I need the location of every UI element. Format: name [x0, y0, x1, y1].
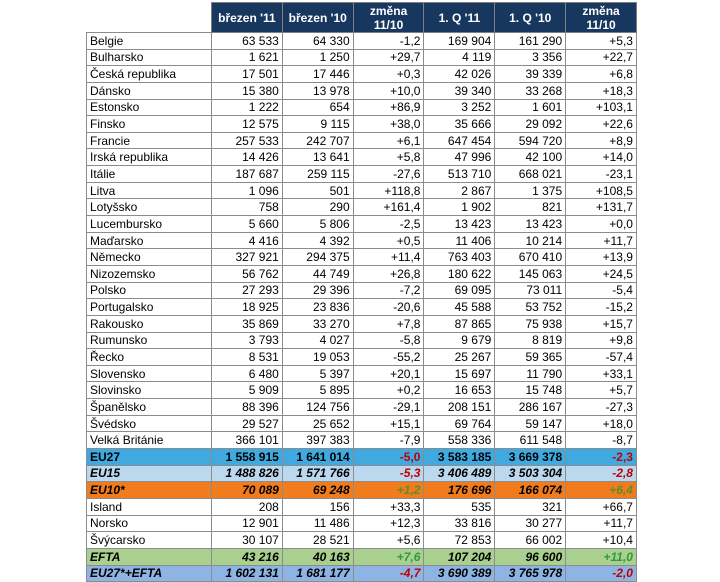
change-q1: +0,0	[566, 216, 637, 233]
value-march-2010: 1 571 766	[282, 465, 353, 482]
change-q1: +9,8	[566, 332, 637, 349]
summary-row-efta	[87, 548, 637, 565]
table-row	[87, 116, 637, 133]
value-q1-2011: 11 406	[424, 232, 495, 249]
table-row	[87, 382, 637, 399]
country-name: EU27*+EFTA	[87, 565, 212, 582]
change-march: +5,6	[353, 532, 424, 549]
value-q1-2011: 513 710	[424, 166, 495, 183]
change-march: +5,8	[353, 149, 424, 166]
value-q1-2011: 3 252	[424, 99, 495, 116]
change-march: +1,2	[353, 482, 424, 499]
value-march-2011: 1 096	[212, 182, 283, 199]
change-q1: -2,8	[566, 465, 637, 482]
change-q1: +103,1	[566, 99, 637, 116]
value-march-2011: 12 575	[212, 116, 283, 133]
change-march: -29,1	[353, 399, 424, 416]
value-march-2010: 5 895	[282, 382, 353, 399]
table-row	[87, 199, 637, 216]
change-q1: +11,0	[566, 548, 637, 565]
value-q1-2010: 3 503 304	[495, 465, 566, 482]
change-march: -7,9	[353, 432, 424, 449]
table-row	[87, 132, 637, 149]
country-name: Německo	[87, 249, 212, 266]
value-march-2011: 8 531	[212, 349, 283, 366]
table-row	[87, 315, 637, 332]
country-name: Rumunsko	[87, 332, 212, 349]
change-march: -5,8	[353, 332, 424, 349]
table-row	[87, 532, 637, 549]
value-march-2010: 64 330	[282, 33, 353, 50]
country-name: Island	[87, 498, 212, 515]
table-row	[87, 299, 637, 316]
value-march-2010: 69 248	[282, 482, 353, 499]
country-name: Estonsko	[87, 99, 212, 116]
value-q1-2011: 3 583 185	[424, 449, 495, 466]
value-q1-2010: 11 790	[495, 365, 566, 382]
change-march: +11,4	[353, 249, 424, 266]
change-q1: -2,3	[566, 449, 637, 466]
value-march-2011: 1 621	[212, 49, 283, 66]
country-name: Rakousko	[87, 315, 212, 332]
change-q1: -2,0	[566, 565, 637, 582]
country-name: Portugalsko	[87, 299, 212, 316]
value-march-2011: 758	[212, 199, 283, 216]
country-name: Irská republika	[87, 149, 212, 166]
country-name: Litva	[87, 182, 212, 199]
value-march-2010: 13 641	[282, 149, 353, 166]
value-q1-2011: 69 095	[424, 282, 495, 299]
header-change-march: změna 11/10	[353, 3, 424, 33]
value-march-2011: 35 869	[212, 315, 283, 332]
value-march-2010: 19 053	[282, 349, 353, 366]
value-march-2010: 156	[282, 498, 353, 515]
change-q1: +6,8	[566, 66, 637, 83]
value-q1-2011: 180 622	[424, 265, 495, 282]
change-march: +38,0	[353, 116, 424, 133]
value-march-2011: 56 762	[212, 265, 283, 282]
table-row	[87, 498, 637, 515]
change-q1: +5,3	[566, 33, 637, 50]
table-row	[87, 33, 637, 50]
value-march-2011: 43 216	[212, 548, 283, 565]
change-march: +7,6	[353, 548, 424, 565]
change-q1: +5,7	[566, 382, 637, 399]
value-march-2010: 397 383	[282, 432, 353, 449]
change-march: +15,1	[353, 415, 424, 432]
value-q1-2011: 16 653	[424, 382, 495, 399]
value-march-2010: 1 681 177	[282, 565, 353, 582]
value-march-2011: 88 396	[212, 399, 283, 416]
value-q1-2010: 321	[495, 498, 566, 515]
value-q1-2011: 25 267	[424, 349, 495, 366]
value-q1-2011: 3 406 489	[424, 465, 495, 482]
country-name: Finsko	[87, 116, 212, 133]
value-q1-2010: 145 063	[495, 265, 566, 282]
country-name: Norsko	[87, 515, 212, 532]
table-row	[87, 399, 637, 416]
value-q1-2010: 3 356	[495, 49, 566, 66]
value-q1-2010: 3 669 378	[495, 449, 566, 466]
value-q1-2010: 15 748	[495, 382, 566, 399]
value-q1-2011: 107 204	[424, 548, 495, 565]
value-q1-2011: 15 697	[424, 365, 495, 382]
country-name: Řecko	[87, 349, 212, 366]
value-q1-2010: 33 268	[495, 82, 566, 99]
value-march-2010: 242 707	[282, 132, 353, 149]
change-march: +26,8	[353, 265, 424, 282]
value-q1-2011: 535	[424, 498, 495, 515]
value-march-2011: 29 527	[212, 415, 283, 432]
table-row	[87, 216, 637, 233]
value-march-2010: 33 270	[282, 315, 353, 332]
value-q1-2010: 668 021	[495, 166, 566, 183]
change-march: +0,2	[353, 382, 424, 399]
country-name: Lucembursko	[87, 216, 212, 233]
change-march: +86,9	[353, 99, 424, 116]
value-q1-2011: 176 696	[424, 482, 495, 499]
table-row	[87, 282, 637, 299]
value-march-2010: 25 652	[282, 415, 353, 432]
change-q1: +18,0	[566, 415, 637, 432]
change-q1: +22,7	[566, 49, 637, 66]
value-q1-2010: 42 100	[495, 149, 566, 166]
country-name: Dánsko	[87, 82, 212, 99]
value-march-2011: 1 558 915	[212, 449, 283, 466]
change-march: -2,5	[353, 216, 424, 233]
value-march-2011: 208	[212, 498, 283, 515]
value-q1-2011: 2 867	[424, 182, 495, 199]
change-q1: +10,4	[566, 532, 637, 549]
header-row	[87, 3, 637, 33]
header-empty	[87, 3, 212, 33]
change-q1: +6,4	[566, 482, 637, 499]
value-q1-2010: 59 147	[495, 415, 566, 432]
change-q1: +11,7	[566, 515, 637, 532]
value-march-2011: 3 793	[212, 332, 283, 349]
value-march-2011: 366 101	[212, 432, 283, 449]
country-name: Slovensko	[87, 365, 212, 382]
value-q1-2011: 69 764	[424, 415, 495, 432]
table-row	[87, 166, 637, 183]
country-name: Velká Británie	[87, 432, 212, 449]
value-q1-2011: 169 904	[424, 33, 495, 50]
value-q1-2011: 647 454	[424, 132, 495, 149]
country-name: Lotyšsko	[87, 199, 212, 216]
value-march-2010: 5 397	[282, 365, 353, 382]
value-q1-2011: 208 151	[424, 399, 495, 416]
value-march-2010: 4 027	[282, 332, 353, 349]
value-q1-2011: 4 119	[424, 49, 495, 66]
value-march-2010: 13 978	[282, 82, 353, 99]
country-name: Bulharsko	[87, 49, 212, 66]
change-q1: -23,1	[566, 166, 637, 183]
change-march: +0,3	[353, 66, 424, 83]
value-march-2010: 11 486	[282, 515, 353, 532]
value-march-2011: 1 222	[212, 99, 283, 116]
value-march-2010: 4 392	[282, 232, 353, 249]
value-q1-2011: 39 340	[424, 82, 495, 99]
value-q1-2010: 75 938	[495, 315, 566, 332]
change-march: +10,0	[353, 82, 424, 99]
table-row	[87, 249, 637, 266]
value-q1-2011: 47 996	[424, 149, 495, 166]
value-march-2010: 23 836	[282, 299, 353, 316]
value-march-2010: 44 749	[282, 265, 353, 282]
change-march: +6,1	[353, 132, 424, 149]
table-row	[87, 349, 637, 366]
change-march: +33,3	[353, 498, 424, 515]
table-body	[87, 33, 637, 582]
change-march: -1,2	[353, 33, 424, 50]
table-row	[87, 49, 637, 66]
table-row	[87, 265, 637, 282]
value-march-2011: 1 602 131	[212, 565, 283, 582]
value-march-2010: 654	[282, 99, 353, 116]
value-q1-2010: 29 092	[495, 116, 566, 133]
value-march-2010: 29 396	[282, 282, 353, 299]
value-march-2010: 40 163	[282, 548, 353, 565]
value-q1-2010: 611 548	[495, 432, 566, 449]
table-row	[87, 82, 637, 99]
header-change-q1: změna 11/10	[566, 3, 637, 33]
summary-row-eu15	[87, 465, 637, 482]
value-march-2010: 5 806	[282, 216, 353, 233]
table-row	[87, 415, 637, 432]
change-march: +0,5	[353, 232, 424, 249]
header-march-2010: březen '10	[282, 3, 353, 33]
value-q1-2010: 66 002	[495, 532, 566, 549]
country-name: Nizozemsko	[87, 265, 212, 282]
value-q1-2010: 1 601	[495, 99, 566, 116]
value-q1-2011: 87 865	[424, 315, 495, 332]
value-march-2011: 1 488 826	[212, 465, 283, 482]
country-name: Francie	[87, 132, 212, 149]
change-q1: +14,0	[566, 149, 637, 166]
summary-row-euefta	[87, 565, 637, 582]
value-q1-2010: 59 365	[495, 349, 566, 366]
header-q1-2010: 1. Q '10	[495, 3, 566, 33]
value-march-2011: 14 426	[212, 149, 283, 166]
value-march-2011: 6 480	[212, 365, 283, 382]
value-march-2011: 63 533	[212, 33, 283, 50]
change-q1: +33,1	[566, 365, 637, 382]
value-march-2011: 27 293	[212, 282, 283, 299]
change-q1: +13,9	[566, 249, 637, 266]
change-q1: +22,6	[566, 116, 637, 133]
value-q1-2011: 72 853	[424, 532, 495, 549]
change-march: -5,0	[353, 449, 424, 466]
value-q1-2011: 35 666	[424, 116, 495, 133]
summary-row-eu10	[87, 482, 637, 499]
value-q1-2010: 73 011	[495, 282, 566, 299]
change-march: -20,6	[353, 299, 424, 316]
value-march-2011: 15 380	[212, 82, 283, 99]
value-march-2011: 327 921	[212, 249, 283, 266]
value-q1-2010: 39 339	[495, 66, 566, 83]
change-q1: +18,3	[566, 82, 637, 99]
change-q1: -5,4	[566, 282, 637, 299]
header-q1-2011: 1. Q '11	[424, 3, 495, 33]
change-march: +20,1	[353, 365, 424, 382]
change-q1: +131,7	[566, 199, 637, 216]
change-march: +161,4	[353, 199, 424, 216]
value-march-2010: 1 250	[282, 49, 353, 66]
value-q1-2011: 9 679	[424, 332, 495, 349]
change-q1: -57,4	[566, 349, 637, 366]
country-name: EU27	[87, 449, 212, 466]
country-name: Belgie	[87, 33, 212, 50]
value-q1-2011: 33 816	[424, 515, 495, 532]
value-q1-2010: 53 752	[495, 299, 566, 316]
value-q1-2010: 1 375	[495, 182, 566, 199]
country-name: EU15	[87, 465, 212, 482]
value-q1-2011: 3 690 389	[424, 565, 495, 582]
table-row	[87, 432, 637, 449]
value-march-2011: 17 501	[212, 66, 283, 83]
table-row	[87, 332, 637, 349]
value-q1-2010: 286 167	[495, 399, 566, 416]
value-q1-2010: 594 720	[495, 132, 566, 149]
value-march-2010: 294 375	[282, 249, 353, 266]
change-march: +7,8	[353, 315, 424, 332]
registrations-table	[86, 2, 637, 582]
value-q1-2011: 45 588	[424, 299, 495, 316]
change-q1: +15,7	[566, 315, 637, 332]
change-q1: -27,3	[566, 399, 637, 416]
value-q1-2011: 763 403	[424, 249, 495, 266]
table-row	[87, 182, 637, 199]
country-name: Česká republika	[87, 66, 212, 83]
change-march: +118,8	[353, 182, 424, 199]
value-q1-2011: 558 336	[424, 432, 495, 449]
change-q1: -15,2	[566, 299, 637, 316]
value-march-2011: 18 925	[212, 299, 283, 316]
table-row	[87, 515, 637, 532]
value-q1-2010: 3 765 978	[495, 565, 566, 582]
change-march: -5,3	[353, 465, 424, 482]
value-q1-2010: 30 277	[495, 515, 566, 532]
country-name: Švédsko	[87, 415, 212, 432]
value-q1-2010: 161 290	[495, 33, 566, 50]
value-q1-2010: 13 423	[495, 216, 566, 233]
value-march-2010: 1 641 014	[282, 449, 353, 466]
value-q1-2010: 96 600	[495, 548, 566, 565]
table-row	[87, 149, 637, 166]
value-q1-2010: 8 819	[495, 332, 566, 349]
change-march: +12,3	[353, 515, 424, 532]
change-q1: +8,9	[566, 132, 637, 149]
change-march: -7,2	[353, 282, 424, 299]
value-march-2011: 5 909	[212, 382, 283, 399]
country-name: Maďarsko	[87, 232, 212, 249]
change-march: -55,2	[353, 349, 424, 366]
table-row	[87, 66, 637, 83]
value-march-2010: 259 115	[282, 166, 353, 183]
country-name: Švýcarsko	[87, 532, 212, 549]
value-march-2010: 290	[282, 199, 353, 216]
table-row	[87, 365, 637, 382]
change-march: -4,7	[353, 565, 424, 582]
table-row	[87, 232, 637, 249]
value-q1-2010: 10 214	[495, 232, 566, 249]
value-q1-2010: 166 074	[495, 482, 566, 499]
country-name: Itálie	[87, 166, 212, 183]
value-march-2011: 30 107	[212, 532, 283, 549]
country-name: EFTA	[87, 548, 212, 565]
value-q1-2011: 42 026	[424, 66, 495, 83]
header-march-2011: březen '11	[212, 3, 283, 33]
value-march-2010: 28 521	[282, 532, 353, 549]
country-name: Polsko	[87, 282, 212, 299]
value-march-2010: 17 446	[282, 66, 353, 83]
change-march: +29,7	[353, 49, 424, 66]
value-march-2011: 4 416	[212, 232, 283, 249]
value-march-2011: 12 901	[212, 515, 283, 532]
change-q1: +11,7	[566, 232, 637, 249]
value-march-2011: 187 687	[212, 166, 283, 183]
country-name: Slovinsko	[87, 382, 212, 399]
value-march-2011: 70 089	[212, 482, 283, 499]
value-q1-2011: 1 902	[424, 199, 495, 216]
value-q1-2010: 821	[495, 199, 566, 216]
change-q1: +108,5	[566, 182, 637, 199]
value-q1-2011: 13 423	[424, 216, 495, 233]
country-name: Španělsko	[87, 399, 212, 416]
value-march-2011: 5 660	[212, 216, 283, 233]
value-q1-2010: 670 410	[495, 249, 566, 266]
change-q1: +66,7	[566, 498, 637, 515]
value-march-2010: 124 756	[282, 399, 353, 416]
value-march-2010: 501	[282, 182, 353, 199]
summary-row-eu27	[87, 449, 637, 466]
country-name: EU10*	[87, 482, 212, 499]
value-march-2010: 9 115	[282, 116, 353, 133]
value-march-2011: 257 533	[212, 132, 283, 149]
change-q1: -8,7	[566, 432, 637, 449]
change-q1: +24,5	[566, 265, 637, 282]
table-row	[87, 99, 637, 116]
change-march: -27,6	[353, 166, 424, 183]
